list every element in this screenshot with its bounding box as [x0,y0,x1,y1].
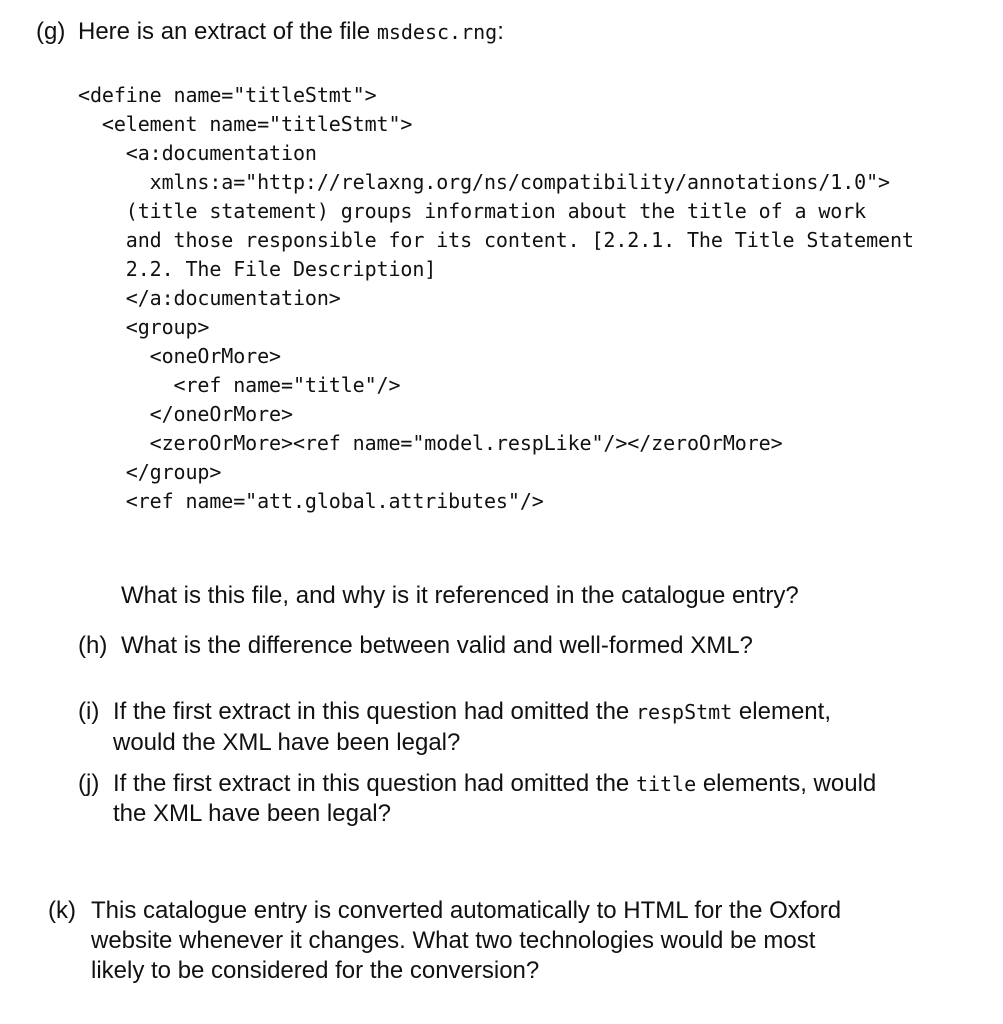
code-line: 2.2. The File Description] [78,257,437,281]
question-g-prompt: What is this file, and why is it referenced in the catalogue entry? [121,582,799,609]
question-j-line1-pre: If the first extract in this question had omitted the [113,770,636,797]
question-g-text [78,17,504,47]
question-g-colon: : [497,18,504,45]
question-j-line2: the XML have been legal? [113,800,391,827]
code-line: </a:documentation> [78,286,341,310]
question-k-label: (k) [48,897,76,924]
question-j-line1-post: elements, would [696,770,877,797]
question-j-line1 [113,769,876,799]
question-i-label: (i) [78,698,100,725]
code-line: <element name="titleStmt"> [78,112,413,136]
respstmt-code: respStmt [635,700,733,724]
question-i-line2: would the XML have been legal? [113,729,461,756]
question-h-label: (h) [78,632,108,659]
code-line: <zeroOrMore><ref name="model.respLike"/></zeroOrMore> [78,431,783,455]
code-line: </oneOrMore> [78,402,293,426]
question-i-line1 [113,697,831,727]
title-code: title [635,772,697,796]
question-g-intro: Here is an extract of the file [78,18,377,45]
question-k-line1: This catalogue entry is converted automatically to HTML for the Oxford [91,897,842,924]
code-line: <group> [78,315,210,339]
question-h-text: What is the difference between valid and well-formed XML? [121,632,753,659]
code-line: (title statement) groups information about the title of a work [78,199,867,223]
code-line: and those responsible for its content. [2.2.1. The Title Statement [78,228,914,252]
filename-code: msdesc.rng [376,20,498,44]
code-extract [78,81,914,516]
code-line: <a:documentation [78,141,317,165]
code-line: xmlns:a="http://relaxng.org/ns/compatibility/annotations/1.0"> [78,170,890,194]
code-line: <ref name="title"/> [78,373,401,397]
code-line: <ref name="att.global.attributes"/> [78,489,544,513]
question-j-label: (j) [78,770,100,797]
code-line: </group> [78,460,222,484]
question-i-line1-post: element, [732,698,831,725]
question-k-line2: website whenever it changes. What two technologies would be most [91,927,816,954]
question-i-line1-pre: If the first extract in this question had omitted the [113,698,636,725]
code-line: <define name="titleStmt"> [78,83,377,107]
question-k-line3: likely to be considered for the conversion? [91,957,540,984]
code-line: <oneOrMore> [78,344,281,368]
question-g-label: (g) [36,18,66,45]
